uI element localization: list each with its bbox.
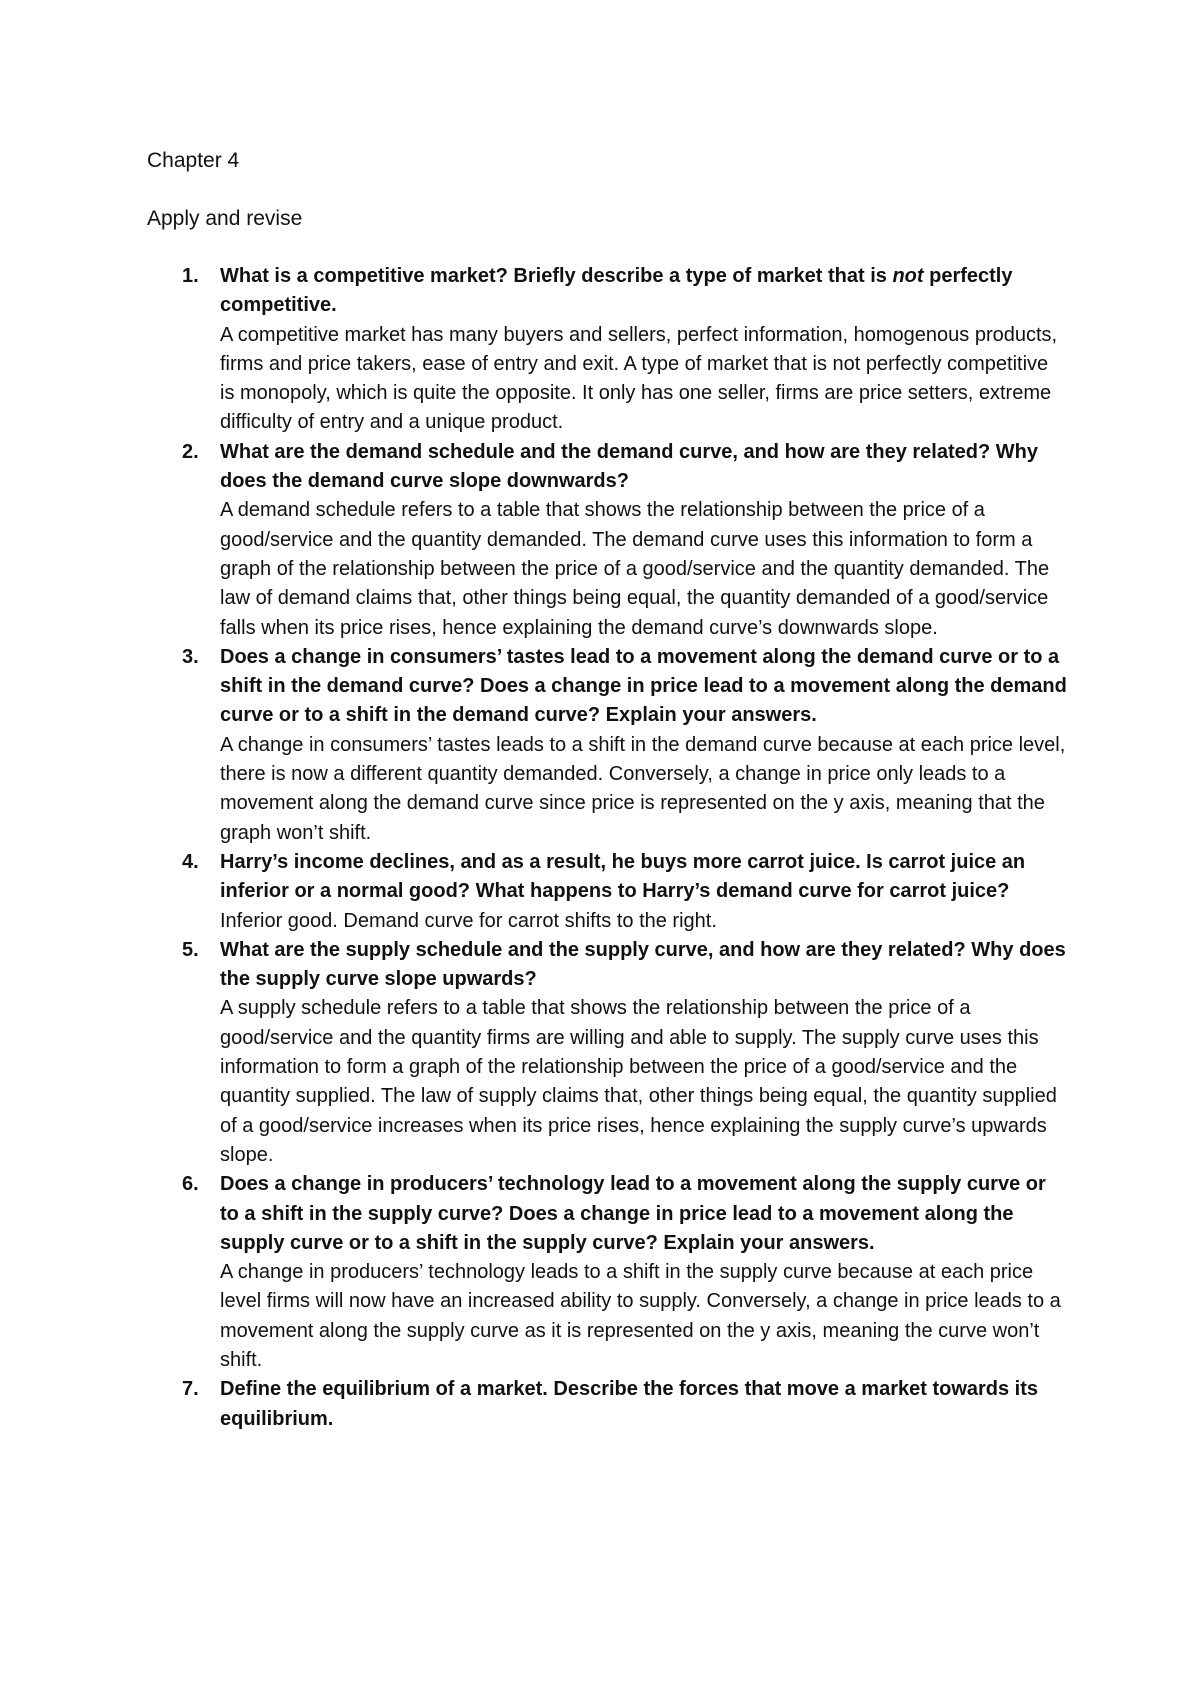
list-item [147, 262, 1067, 438]
document-content [147, 146, 1067, 1434]
list-item [147, 643, 1067, 848]
answer-text: A change in producers’ technology leads to a shift in the supply curve because at each price level firms will now have an increased ability to supply. Conversely, a change in price leads to a movement along the supply curve as it is represented on the y axis, meaning the curve won’t shift. [220, 1261, 1061, 1371]
question-text: Harry’s income declines, and as a result, he buys more carrot juice. Is carrot juice an inferior or a normal good? What happens to Harry’s demand curve for carrot juice? [220, 850, 1026, 903]
question-text: What are the demand schedule and the demand curve, and how are they related? Why does the demand curve slope downwards? [220, 440, 1038, 493]
question-list [147, 262, 1067, 1434]
list-item [147, 438, 1067, 643]
chapter-heading: Chapter 4 [147, 149, 240, 172]
item-number: 2. [182, 440, 199, 463]
answer-text: A demand schedule refers to a table that shows the relationship between the price of a good/service and the quantity demanded. The demand curve uses this information to form a graph of the relationship between the price of a good/service and the quantity demanded. The law of demand claims that, other things being equal, the quantity demanded of a good/service falls when its price rises, hence explaining the demand curve’s downwards slope. [220, 499, 1050, 639]
item-number: 7. [182, 1378, 199, 1401]
answer-text: Inferior good. Demand curve for carrot shifts to the right. [220, 909, 717, 932]
emphasis-text: not [892, 265, 924, 287]
list-item [147, 1375, 1067, 1434]
answer-text: A supply schedule refers to a table that shows the relationship between the price of a good/service and the quantity firms are willing and able to supply. The supply curve uses this information to form a graph of the relationship between the price of a good/service and the quantity supplied. The law of supply claims that, other things being equal, the quantity supplied of a good/service increases when its price rises, hence explaining the supply curve’s upwards slope. [220, 997, 1057, 1166]
item-number: 5. [182, 938, 199, 961]
question-text: What are the supply schedule and the supply curve, and how are they related? Why does the supply curve slope upwards? [220, 938, 1066, 991]
answer-text: A competitive market has many buyers and sellers, perfect information, homogenous products, firms and price takers, ease of entry and exit. A type of market that is not perfectly competitive is monopoly, which is quite the opposite. It only has one seller, firms are price setters, extreme difficulty of entry and a unique product. [220, 323, 1058, 434]
list-item [147, 848, 1067, 936]
question-text: Does a change in producers’ technology lead to a movement along the supply curve or to a shift in the supply curve? Does a change in price lead to a movement along the supply curve or to a shift in the supply curve? Explain your answers. [220, 1173, 1046, 1254]
question-text: What is a competitive market? Briefly describe a type of market that is not perfectly competitive. [220, 265, 1013, 317]
item-number: 3. [182, 645, 199, 668]
list-item [147, 936, 1067, 1170]
list-item [147, 1170, 1067, 1375]
item-number: 4. [182, 850, 199, 873]
item-number: 1. [182, 265, 199, 287]
item-number: 6. [182, 1173, 199, 1196]
question-text: Does a change in consumers’ tastes lead to a movement along the demand curve or to a shift in the demand curve? Does a change in price lead to a movement along the demand curve or to a shift in the demand curve? Explain your answers. [220, 645, 1067, 727]
question-text: Define the equilibrium of a market. Describe the forces that move a market towards its equilibrium. [220, 1378, 1039, 1430]
answer-text: A change in consumers’ tastes leads to a shift in the demand curve because at each price level, there is now a different quantity demanded. Conversely, a change in price only leads to a movement along the demand curve since price is represented on the y axis, meaning that the graph won’t shift. [220, 733, 1066, 844]
section-heading: Apply and revise [147, 207, 303, 230]
